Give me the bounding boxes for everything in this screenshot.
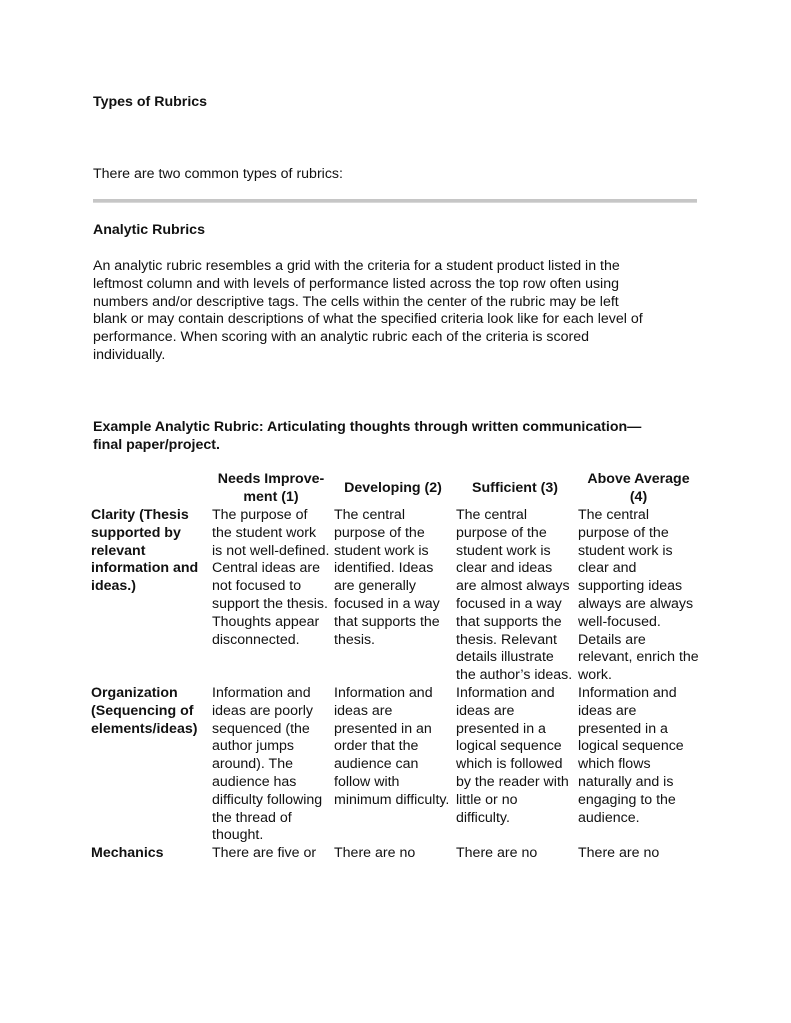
rubric-cell: The central purpose of the student work is identified. Ideas are generally focused in a way that supports the thesis. [334,507,440,648]
paragraph-line: blank or may contain descriptions of what the specified criteria look like for each level of [93,311,643,328]
rubric-cell: There are no [334,845,416,862]
header-cell-criteria [89,471,210,507]
rubric-cell: Information and ideas are presented in an order that the audience can follow with minimum difficulty. [334,684,450,808]
paragraph-line: leftmost column and with levels of performance listed across the top row often using [93,275,619,292]
paragraph-line: individually. [93,346,166,363]
rubric-cell: The purpose of the student work is not well-defined. Central ideas are not focused to support the thesis. Thoughts appear disconnected. [212,507,330,648]
example-title-line: final paper/project. [93,436,220,453]
example-title [93,419,705,455]
criterion-cell: Clarity (Thesis supported by relevant information and ideas.) [91,507,199,595]
rubric-cell: Information and ideas are poorly sequenced (the author jumps around). The audience has difficulty following the thread of thought. [212,684,323,844]
criterion-cell: Mechanics [91,845,164,862]
rubric-cell: The central purpose of the student work is clear and ideas are almost always focused in a way that supports the thesis. Relevant details illustrate the author’s ideas. [456,507,573,684]
horizontal-divider [93,199,697,203]
header-cell-developing: Developing (2) [344,480,442,497]
section-heading: Analytic Rubrics [93,222,205,238]
rubric-cell: Information and ideas are presented in a logical sequence which flows naturally and is engaging to the audience. [578,684,684,826]
header-cell-sufficient: Sufficient (3) [472,480,558,497]
paragraph-line: performance. When scoring with an analytic rubric each of the criteria is scored [93,329,589,346]
table-row [89,507,701,685]
paragraph-line: numbers and/or descriptive tags. The cells within the center of the rubric may be left [93,293,619,310]
header-cell-needs-improvement: Needs Improve-ment (1) [217,471,325,505]
rubric-table [89,471,701,863]
rubric-header-row [89,471,701,507]
intro-text: There are two common types of rubrics: [93,166,343,182]
header-cell-above-average: Above Average (4) [587,471,690,505]
analytic-rubric-paragraph [93,258,705,365]
table-row [89,845,701,863]
rubric-cell: There are no [578,845,660,862]
table-row [89,685,701,845]
rubric-cell: There are no [456,845,538,862]
example-title-line: Example Analytic Rubric: Articulating thoughts through written communication— [93,419,642,435]
rubric-cell: The central purpose of the student work is clear and supporting ideas always are always well-focused. Details are relevant, enrich the work. [578,507,699,684]
paragraph-line: An analytic rubric resembles a grid with the criteria for a student product listed in the [93,258,620,274]
page-title: Types of Rubrics [93,94,208,110]
rubric-cell: There are five or [212,845,317,862]
criterion-cell: Organization (Sequencing of elements/ideas) [91,684,198,737]
rubric-cell: Information and ideas are presented in a logical sequence which is followed by the reader with little or no difficulty. [456,684,569,826]
